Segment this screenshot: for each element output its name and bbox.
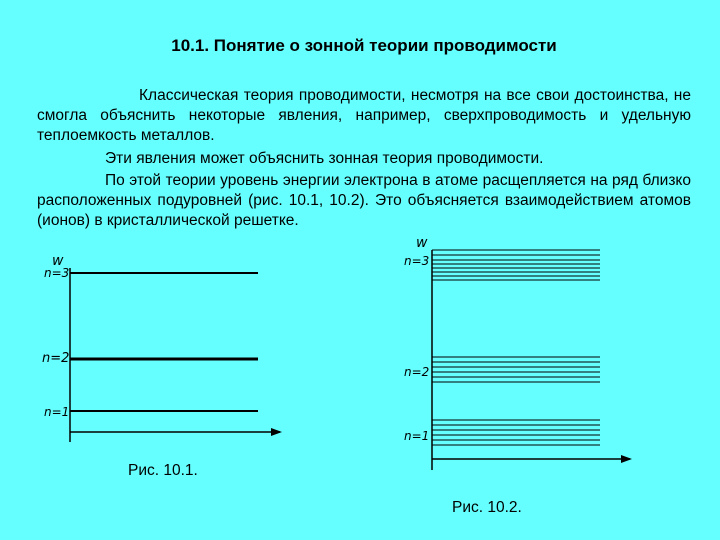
fig1-label-n3: n=3 (44, 266, 70, 280)
figure-1-caption: Рис. 10.1. (128, 462, 198, 479)
paragraph-2: Эти явления может объяснить зонная теория проводимости. (105, 150, 544, 167)
fig1-label-n1: n=1 (44, 405, 70, 419)
fig1-axis-label: w (52, 253, 64, 269)
fig2-band-n3 (432, 250, 600, 280)
fig1-x-arrow (271, 428, 282, 436)
fig2-band-n1 (432, 420, 600, 445)
fig2-x-arrow (621, 455, 632, 463)
figure-10-1 (42, 253, 282, 442)
fig2-label-n3: n=3 (404, 254, 430, 268)
fig2-band-n2 (432, 357, 600, 382)
fig1-label-n2: n=2 (42, 351, 70, 366)
fig2-axis-label: w (416, 235, 428, 251)
figure-2-caption: Рис. 10.2. (452, 499, 522, 516)
figure-10-2 (404, 235, 632, 470)
section-title: 10.1. Понятие о зонной теории проводимости (171, 36, 557, 55)
paragraph-1: Классическая теория проводимости, несмотря на все свои достоинства, не смогла объяснить некоторые явления, например, сверхпроводимость и удельную теплоемкость металлов. (37, 87, 691, 144)
fig2-label-n2: n=2 (404, 365, 430, 379)
paragraph-3: По этой теории уровень энергии электрона в атоме расщепляется на ряд близко расположенных подуровней (рис. 10.1, 10.2). Это объясняется взаимодействием атомов (ионов) в кристаллической решетке. (37, 172, 691, 229)
fig2-label-n1: n=1 (404, 429, 430, 443)
